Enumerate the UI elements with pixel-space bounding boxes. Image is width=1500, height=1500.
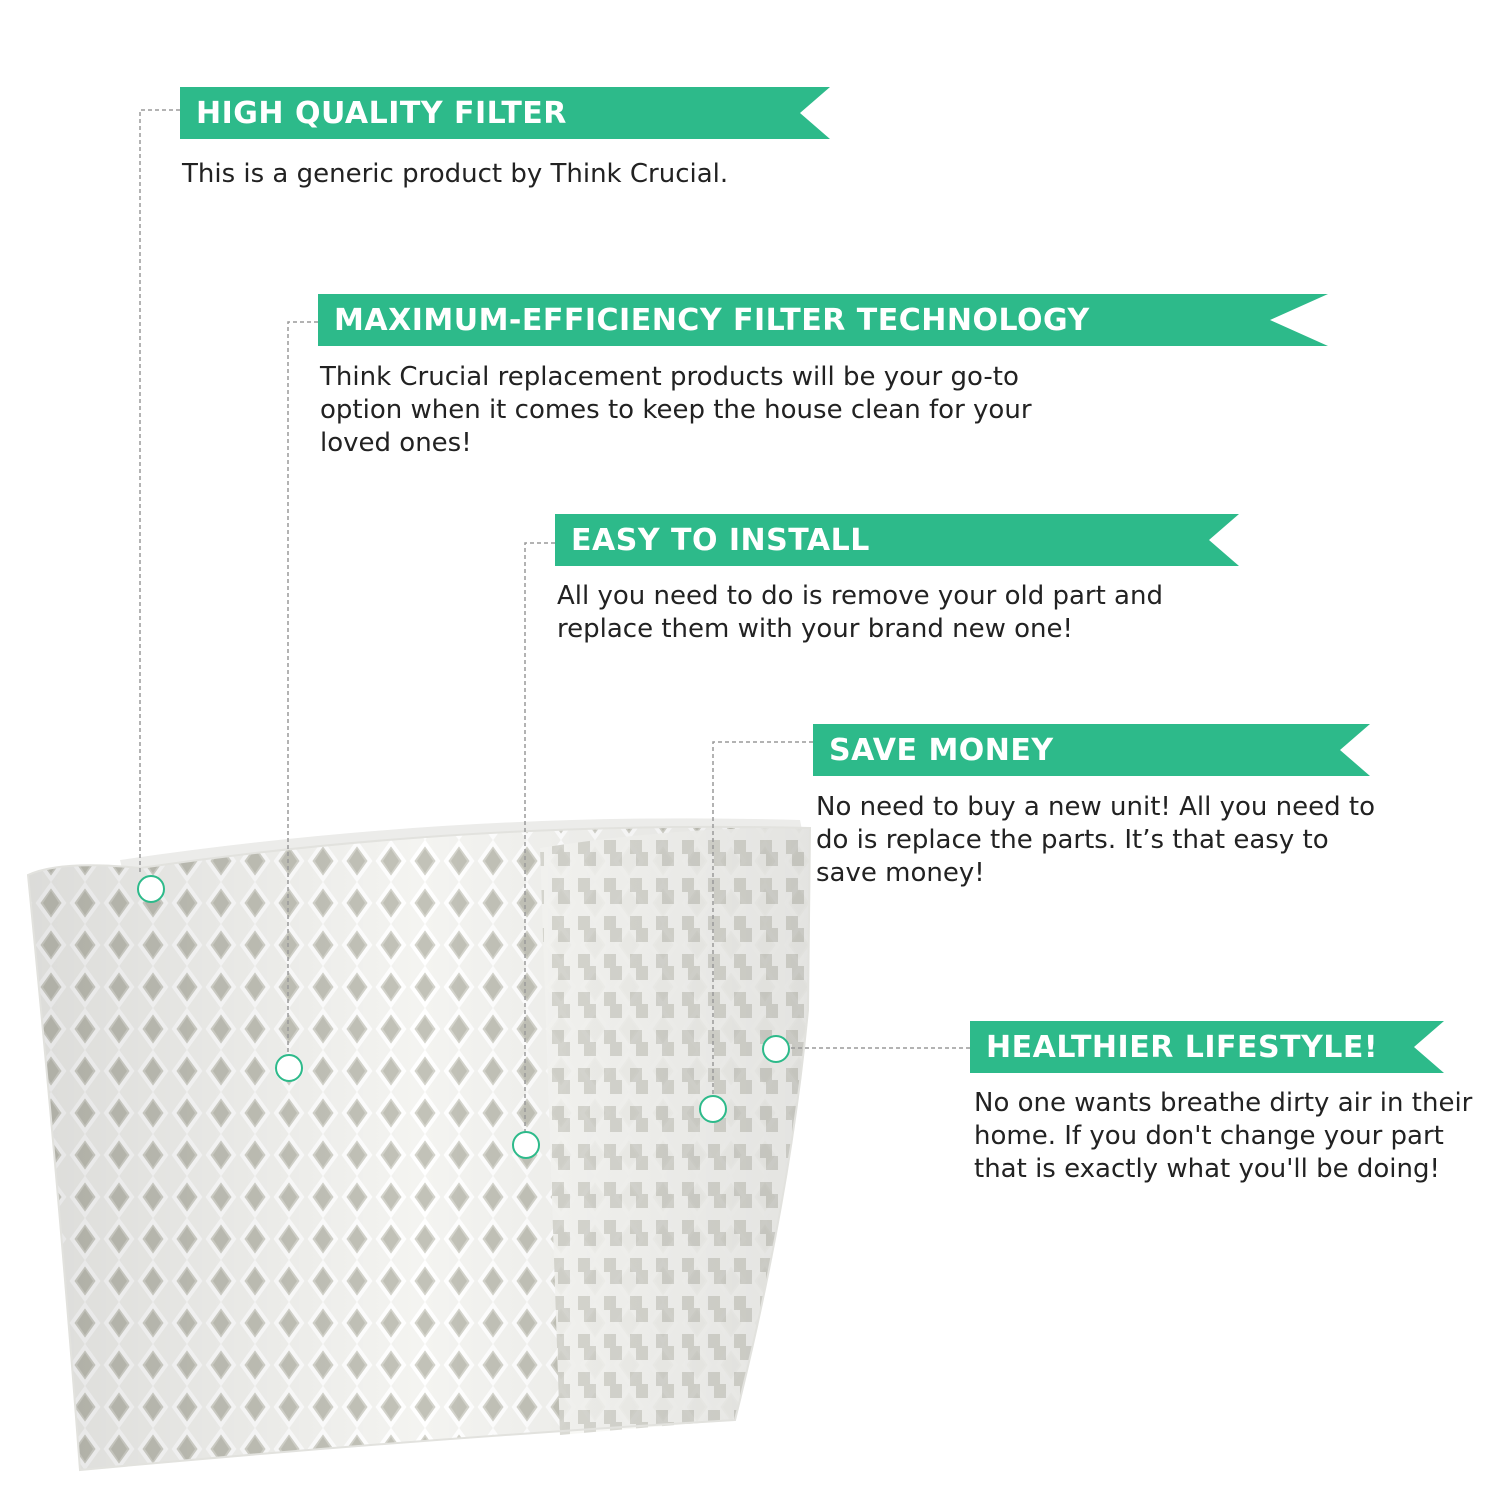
feature-banner-high-quality xyxy=(180,87,830,139)
feature-heading: SAVE MONEY xyxy=(829,732,1054,768)
feature-banner-save-money xyxy=(813,724,1370,776)
marker-dot-4 xyxy=(700,1096,726,1122)
feature-description: No need to buy a new unit! All you need to do is replace the parts. It’s that easy to save money! xyxy=(816,792,1375,888)
marker-dot-5 xyxy=(763,1036,789,1062)
marker-dot-3 xyxy=(513,1132,539,1158)
feature-description: No one wants breathe dirty air in their home. If you don't change your part that is exactly what you'll be doing! xyxy=(974,1088,1473,1184)
feature-description: This is a generic product by Think Crucial. xyxy=(182,159,729,189)
feature-heading: MAXIMUM-EFFICIENCY FILTER TECHNOLOGY xyxy=(334,302,1090,338)
feature-heading: HIGH QUALITY FILTER xyxy=(196,95,567,131)
feature-heading: HEALTHIER LIFESTYLE! xyxy=(986,1029,1379,1065)
feature-banner-healthier xyxy=(970,1021,1444,1073)
marker-dot-2 xyxy=(276,1055,302,1081)
marker-dot-1 xyxy=(138,876,164,902)
feature-banner-easy-install xyxy=(555,514,1239,566)
feature-description: Think Crucial replacement products will be your go-to option when it comes to keep the house clean for your loved ones! xyxy=(320,362,1032,458)
feature-banner-max-efficiency xyxy=(318,294,1328,346)
feature-description: All you need to do is remove your old part and replace them with your brand new one! xyxy=(557,581,1163,644)
feature-heading: EASY TO INSTALL xyxy=(571,522,870,558)
